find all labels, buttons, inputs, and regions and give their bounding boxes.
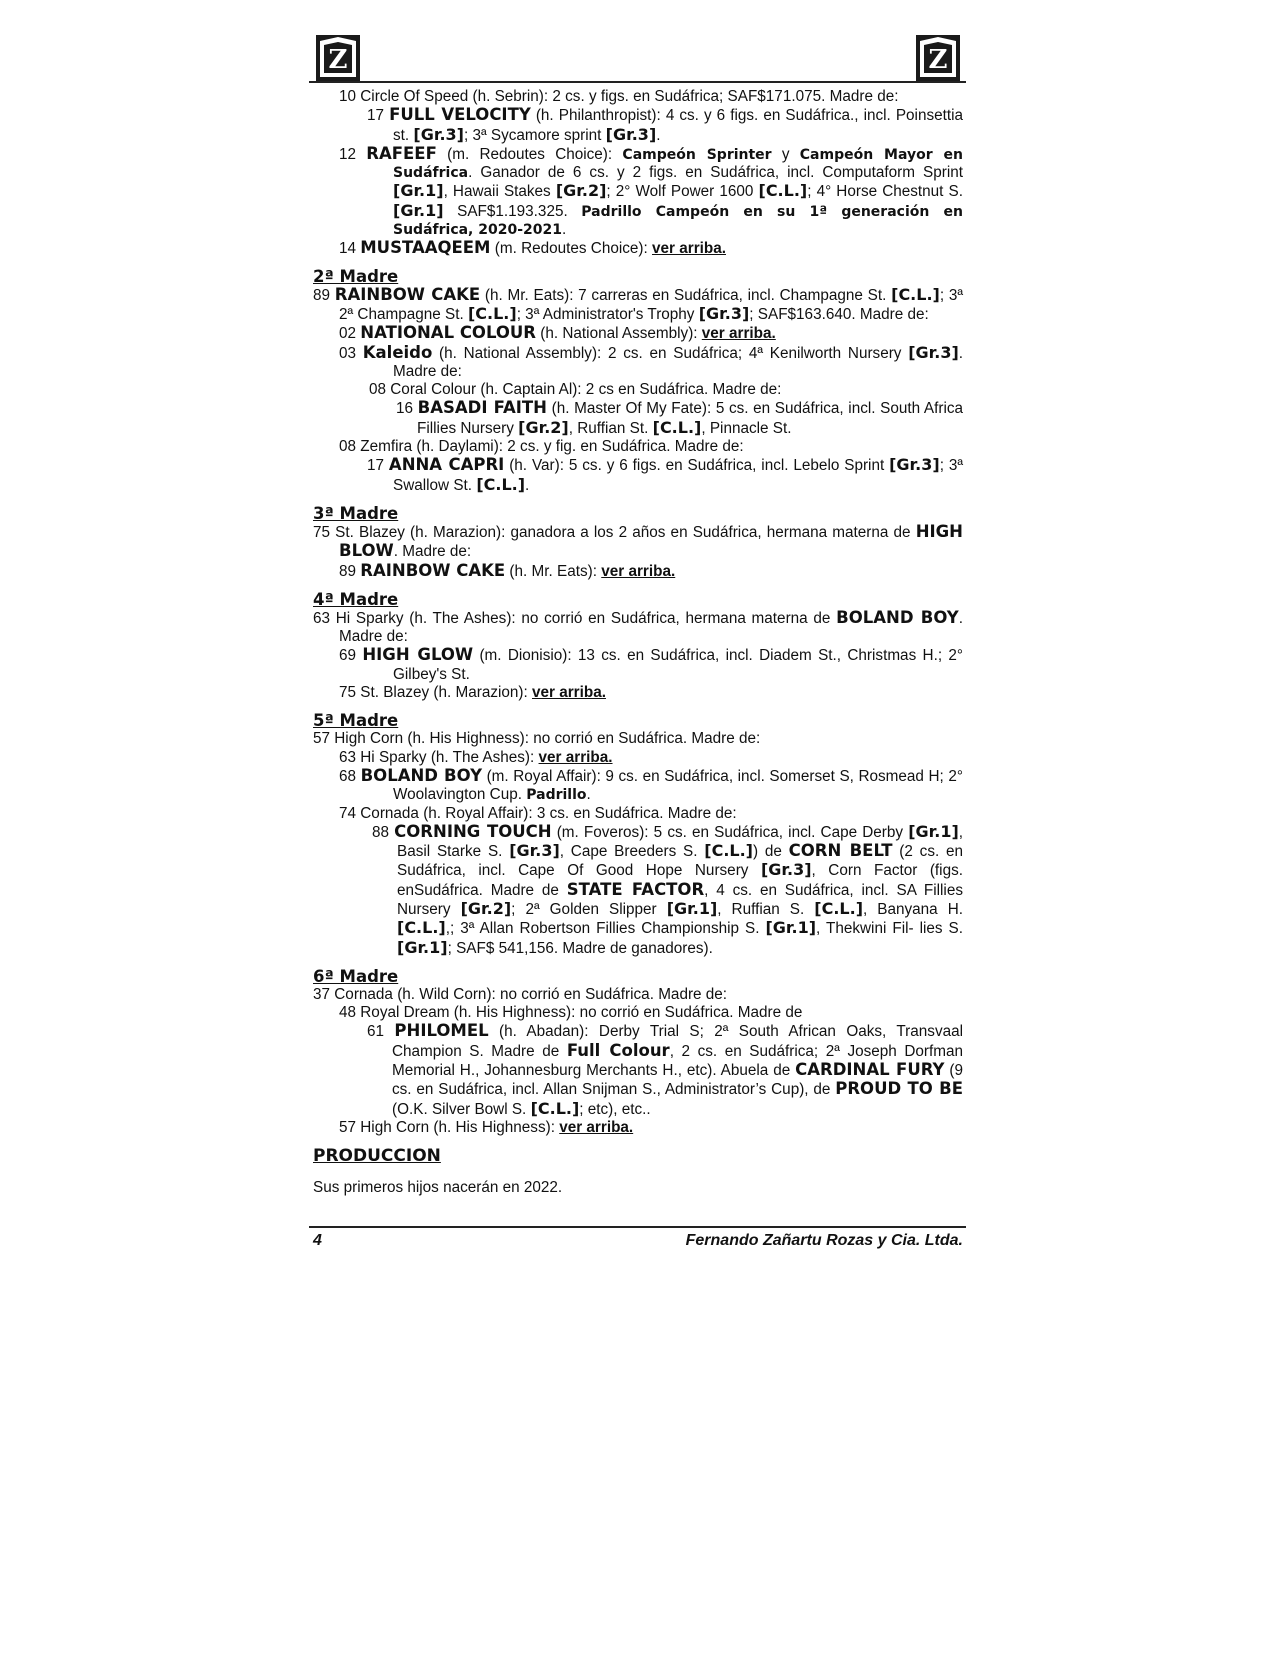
entry-mustaaqeem: 14 MUSTAAQEEM (m. Redoutes Choice): ver arriba.	[339, 238, 726, 258]
logo-right	[914, 33, 962, 83]
entry-full-velocity: 17 FULL VELOCITY (h. Philanthropist): 4 cs. y 6 figs. en Sudáfrica., incl. Poinsettia st. [Gr.3]; 3ª Sycamore sprint [Gr.3].	[367, 105, 964, 144]
header-rule	[309, 81, 966, 83]
entry-national-colour: 02 NATIONAL COLOUR (h. National Assembly): ver arriba.	[339, 323, 776, 343]
pedigree-content	[313, 88, 963, 1198]
section-heading-madre-6: 6ª Madre	[313, 966, 399, 986]
svg-text:Z: Z	[928, 45, 948, 75]
entry-st-blazey: 75 St. Blazey (h. Marazion): ganadora a los 2 años en Sudáfrica, hermana materna de HIGH BLOW. Madre de:	[313, 521, 963, 561]
svg-text:Z: Z	[328, 45, 348, 75]
entry-circle-of-speed: 10 Circle Of Speed (h. Sebrin): 2 cs. y figs. en Sudáfrica; SAF$171.075. Madre de:	[339, 88, 899, 105]
section-heading-produccion: PRODUCCION	[313, 1146, 441, 1167]
entry-rainbow-cake-ref: 89 RAINBOW CAKE (h. Mr. Eats): ver arriba.	[339, 560, 676, 580]
entry-hi-sparky: 63 Hi Sparky (h. The Ashes): no corrió en Sudáfrica, hermana materna de BOLAND BOY. Madre de:	[313, 607, 963, 646]
entry-cornada-royal: 74 Cornada (h. Royal Affair): 3 cs. en Sudáfrica. Madre de:	[339, 804, 737, 822]
entry-boland-boy: 68 BOLAND BOY (m. Royal Affair): 9 cs. en Sudáfrica, incl. Somerset S, Rosmead H; 2° Woolavington Cup. Padrillo.	[339, 765, 963, 804]
entry-st-blazey-ref: 75 St. Blazey (h. Marazion): ver arriba.	[339, 684, 606, 702]
entry-coral-colour: 08 Coral Colour (h. Captain Al): 2 cs en Sudáfrica. Madre de:	[369, 381, 782, 399]
entry-rafeef: 12 RAFEEF (m. Redoutes Choice): Campeón Sprinter y Campeón Mayor en Sudáfrica. Ganador de 6 cs. y 2 figs. en Sudáfrica, incl. Computaform Sprint [Gr.1], Hawaii Stakes [Gr.2]; 2° Wolf Power 1600 [C.L.]; 4° Horse Chestnut S. [Gr.1] SAF$1.193.325. Padrillo Campeón en su 1ª generación en Sudáfrica, 2020-2021.	[339, 143, 964, 239]
entry-corning-touch: 88 CORNING TOUCH (m. Foveros): 5 cs. en Sudáfrica, incl. Cape Derby [Gr.1], Basil Starke S. [Gr.3], Cape Breeders S. [C.L.]) de CORN BELT (2 cs. en Sudáfrica, incl. Cape Of Good Hope Nursery [Gr.3], Corn Factor (figs. enSudáfrica. Madre de STATE FACTOR, 4 cs. en Sudáfrica, incl. SA Fillies Nursery [Gr.2]; 2ª Golden Slipper [Gr.1], Ruffian S. [C.L.], Banyana H. [C.L.],; 3ª Allan Robertson Fillies Championship S. [Gr.1], Thekwini Fil- lies S. [Gr.1]; SAF$ 541,156. Madre de ganadores).	[372, 821, 964, 957]
footer-rule	[309, 1226, 966, 1228]
entry-high-glow: 69 HIGH GLOW (m. Dionisio): 13 cs. en Sudáfrica, incl. Diadem St., Christmas H.; 2° Gilbey's St.	[339, 645, 963, 683]
entry-basadi-faith: 16 BASADI FAITH (h. Master Of My Fate): 5 cs. en Sudáfrica, incl. South Africa Fillies Nursery [Gr.2], Ruffian St. [C.L.], Pinnacle St.	[396, 398, 963, 437]
entry-anna-capri: 17 ANNA CAPRI (h. Var): 5 cs. y 6 figs. en Sudáfrica, incl. Lebelo Sprint [Gr.3]; 3ª Swallow St. [C.L.].	[367, 455, 964, 494]
entry-rainbow-cake: 89 RAINBOW CAKE (h. Mr. Eats): 7 carreras en Sudáfrica, incl. Champagne St. [C.L.]; 3ª 2ª Champagne St. [C.L.]; 3ª Administrator's Trophy [Gr.3]; SAF$163.640. Madre de:	[313, 284, 964, 323]
entry-philomel: 61 PHILOMEL (h. Abadan): Derby Trial S; 2ª South African Oaks, Transvaal Champion S. Madre de Full Colour, 2 cs. en Sudáfrica; 2ª Joseph Dorfman Memorial H., Johannesburg Merchants H., etc). Abuela de CARDINAL FURY (9 cs. en Sudáfrica, incl. Allan Snijman S., Administrator’s Cup), de PROUD TO BE (O.K. Silver Bowl S. [C.L.]; etc), etc..	[367, 1021, 963, 1118]
logo-left	[314, 33, 362, 83]
section-heading-madre-4: 4ª Madre	[313, 589, 399, 609]
entry-royal-dream: 48 Royal Dream (h. His Highness): no corrió en Sudáfrica. Madre de	[339, 1004, 803, 1022]
produccion-text: Sus primeros hijos nacerán en 2022.	[313, 1179, 563, 1197]
entry-cornada-wild: 37 Cornada (h. Wild Corn): no corrió en Sudáfrica. Madre de:	[313, 985, 728, 1003]
entry-high-corn-ref: 57 High Corn (h. His Highness): ver arriba.	[339, 1118, 634, 1136]
page-number: 4	[313, 1232, 322, 1249]
footer-company: Fernando Zañartu Rozas y Cia. Ltda.	[685, 1232, 963, 1249]
entry-zemfira: 08 Zemfira (h. Daylami): 2 cs. y fig. en Sudáfrica. Madre de:	[339, 438, 744, 456]
entry-high-corn: 57 High Corn (h. His Highness): no corrió en Sudáfrica. Madre de:	[313, 730, 761, 748]
section-heading-madre-2: 2ª Madre	[313, 266, 399, 286]
entry-hi-sparky-ref: 63 Hi Sparky (h. The Ashes): ver arriba.	[339, 748, 613, 766]
section-heading-madre-5: 5ª Madre	[313, 711, 399, 731]
section-heading-madre-3: 3ª Madre	[313, 503, 399, 523]
entry-kaleido: 03 Kaleido (h. National Assembly): 2 cs. en Sudáfrica; 4ª Kenilworth Nursery [Gr.3]. Madre de:	[339, 342, 964, 380]
